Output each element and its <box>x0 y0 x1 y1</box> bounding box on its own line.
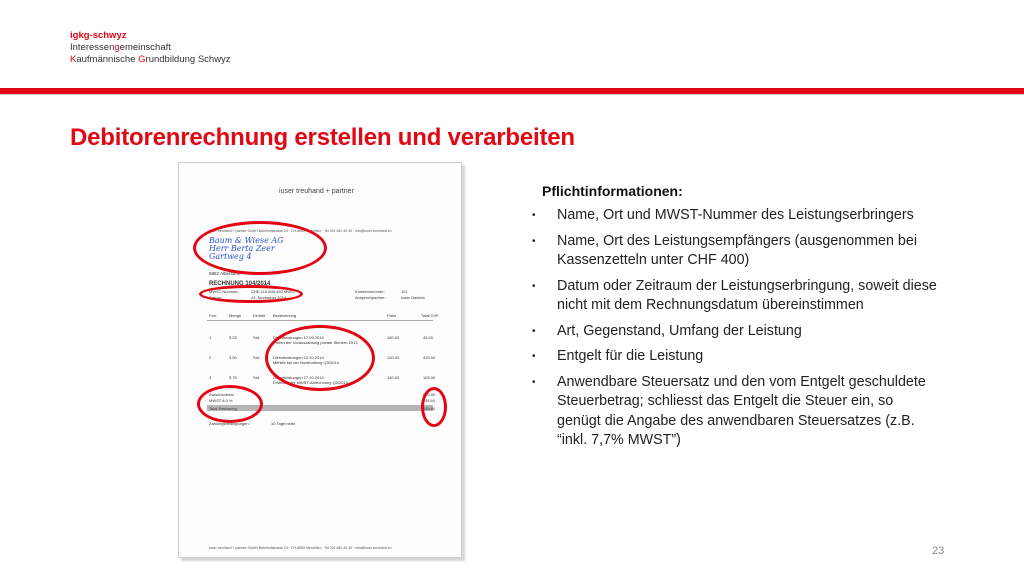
bullet-icon: • <box>532 325 536 337</box>
row-text-2: Erstellen der MWST-Abrechnung Q3/2014 <box>273 380 348 385</box>
org-line-2-highlight: G <box>138 54 146 65</box>
row-total: 105.00 <box>423 375 436 380</box>
payment-value: 10 Tage netto <box>271 421 296 426</box>
kunde-label: Kundennummer: <box>355 289 385 294</box>
handwritten-line: Herr Berta Zeer <box>209 244 275 253</box>
org-line-2-part: rundbildung Schwyz <box>145 54 231 65</box>
highlight-circle-vat-rate <box>197 385 263 423</box>
org-line-1-part: Interessen <box>70 42 115 53</box>
row-text-1: Dienstleistungen 22.10.2014 <box>273 355 324 360</box>
row-preis: 180.00 <box>387 335 400 340</box>
mwst-value: CHE-110.608.490 MWST <box>251 289 297 294</box>
org-line-2-highlight: K <box>70 54 77 65</box>
invoice-meta-labels-right <box>355 289 386 301</box>
total-label: Total Rechnung <box>209 406 237 411</box>
row-preis: 140.00 <box>387 375 400 380</box>
row-menge: 0.75 <box>229 375 237 380</box>
bullet-icon: • <box>532 210 536 221</box>
org-line-1 <box>70 42 231 54</box>
bullet-icon: • <box>532 377 536 389</box>
payment-label: Zahlungsbedingungen: <box>209 421 250 426</box>
row-einheit: Std. <box>253 335 261 340</box>
row-pos: 3 <box>209 375 212 380</box>
invoice-heading: RECHNUNG 104/2014 <box>209 281 271 287</box>
list-item-text: Art, Gegenstand, Umfang der Leistung <box>557 322 802 339</box>
list-item-text: Entgelt für die Leistung <box>557 348 704 365</box>
ansprech-label: Ansprechpartner: <box>355 295 386 300</box>
invoice-sender-line: Iuser treuhand + partner GmbH Bahnhofstrasse 24 · CH-6850 Mendrisio · Tel 091 640 40 40 · info@iuser-treuhand.ch <box>209 229 392 233</box>
row-text-2: Mithilfe bei der Buchhaltung Q3/2014 <box>273 360 339 365</box>
invoice-image <box>178 162 462 558</box>
vat-value: 45.60 <box>425 398 436 403</box>
list-item-text: Name, Ort des Leistungsempfängers (ausgenommen bei Kassenzetteln unter CHF 400) <box>557 232 917 268</box>
invoice-company-name: iuser treuhand + partner <box>279 188 354 195</box>
col-pos: Pos. <box>209 313 218 318</box>
highlight-circle-amounts <box>421 387 447 427</box>
subtotal-value: 570.00 <box>423 392 436 397</box>
row-menge: 3.50 <box>229 355 237 360</box>
date-value: 24. November 2014 <box>251 295 287 300</box>
org-line-1-highlight: g <box>114 42 120 53</box>
handwritten-line: Baum & Wiese AG <box>209 236 284 245</box>
slide-title: Debitorenrechnung erstellen und verarbeiten <box>70 124 575 151</box>
handwritten-line: Gartweg 4 <box>209 252 252 261</box>
row-text-1: Dienstleistungen 27.10.2014 <box>273 375 324 380</box>
list-item <box>530 347 940 366</box>
list-item-text: Name, Ort und MWST-Nummer des Leistungserbringers <box>557 207 914 223</box>
highlight-circle-mwst-date <box>199 285 303 303</box>
vat-label: MWST 8.0 % <box>209 398 233 403</box>
row-total: 45.00 <box>423 335 434 340</box>
org-abbreviation: igkg-schwyz <box>70 30 127 41</box>
row-einheit: Std. <box>253 355 261 360</box>
col-einheit: Einheit <box>253 313 266 318</box>
bullet-icon: • <box>532 280 536 292</box>
header-divider <box>0 94 1024 95</box>
organization-header <box>70 30 231 66</box>
bullet-icon: • <box>532 235 536 247</box>
highlight-circle-services <box>265 325 375 391</box>
invoice-footer: Iuser treuhand + partner GmbH Bahnhofstrasse 24 · CH-6850 Mendrisio · Tel 091 640 40 40 · info@iuser-treuhand.ch <box>209 546 392 550</box>
row-text-1: Dienstleistungen 17.09.2014 <box>273 335 324 340</box>
invoice-zip-city: 6852 Albersdorf <box>209 271 241 276</box>
org-line-1-part: emeinschaft <box>119 42 171 53</box>
kunde-value: 121 <box>401 289 408 294</box>
col-bezeichnung: Bezeichnung <box>273 313 297 318</box>
list-item <box>530 232 940 271</box>
invoice-meta-values-right <box>401 289 425 301</box>
date-label: Datum: <box>209 295 222 300</box>
org-line-2-part: aufmännische <box>76 54 139 65</box>
list-item <box>530 277 940 316</box>
row-menge: 0.25 <box>229 335 237 340</box>
page-number: 23 <box>932 545 945 557</box>
pflicht-list <box>530 206 940 457</box>
list-item <box>530 373 940 450</box>
invoice-header-rule <box>207 320 433 321</box>
col-preis: Preis <box>387 313 397 318</box>
row-pos: 1 <box>209 335 212 340</box>
col-menge: Menge <box>229 313 242 318</box>
row-pos: 2 <box>209 355 212 360</box>
list-item <box>530 206 940 225</box>
row-total: 420.00 <box>423 355 436 360</box>
org-line-2 <box>70 54 231 66</box>
total-value: 615.60 <box>423 406 436 411</box>
mwst-label: MWST-Nummer: <box>209 289 239 294</box>
ansprech-value: Iuser Daniela <box>401 295 425 300</box>
row-einheit: Std. <box>253 375 261 380</box>
bullet-icon: • <box>532 351 536 363</box>
row-preis: 120.00 <box>387 355 400 360</box>
pflicht-title: Pflichtinformationen: <box>542 183 683 199</box>
list-item <box>530 322 940 341</box>
list-item-text: Anwendbare Steuersatz und den vom Entgelt geschuldete Steuerbetrag; schliesst das Entgelt die Steuer ein, so genügt die Angabe des anwendbaren Steuersatzes (z.B. “inkl. 7,7% MWST”) <box>557 374 926 448</box>
col-total: Total CHF <box>421 313 439 318</box>
highlight-circle-recipient <box>193 221 327 275</box>
list-item-text: Datum oder Zeitraum der Leistungserbringung, soweit diese nicht mit dem Rechnungsdatum übereinstimmen <box>557 277 937 313</box>
subtotal-label: Zwischentotal <box>209 392 234 397</box>
row-text-2: Prüfen der Vorauszahlung private Steuern 2013 <box>273 340 358 345</box>
